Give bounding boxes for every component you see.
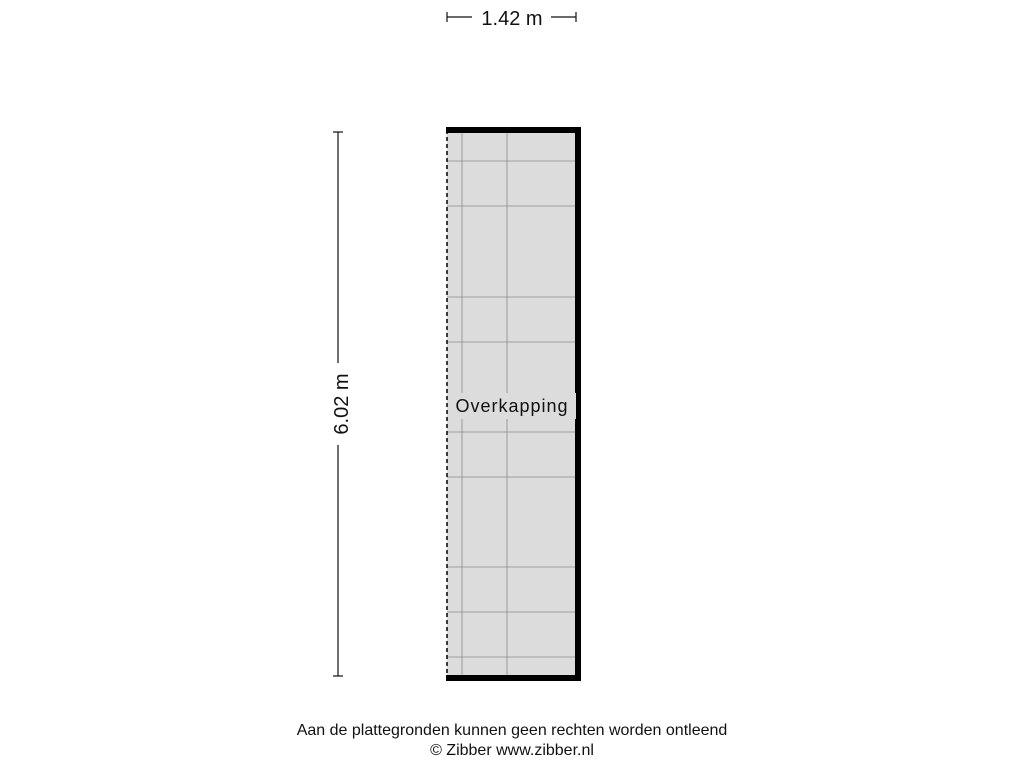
width-dimension-label: 1.42 m — [481, 8, 543, 30]
length-dimension — [331, 132, 353, 676]
footer-disclaimer: Aan de plattegronden kunnen geen rechten worden ontleend — [296, 722, 728, 739]
room-overkapping — [446, 127, 581, 681]
footer-credit: © Zibber www.zibber.nl — [430, 742, 594, 759]
width-dimension — [447, 8, 576, 30]
length-dimension-label: 6.02 m — [331, 373, 353, 435]
room-label: Overkapping — [455, 396, 569, 416]
